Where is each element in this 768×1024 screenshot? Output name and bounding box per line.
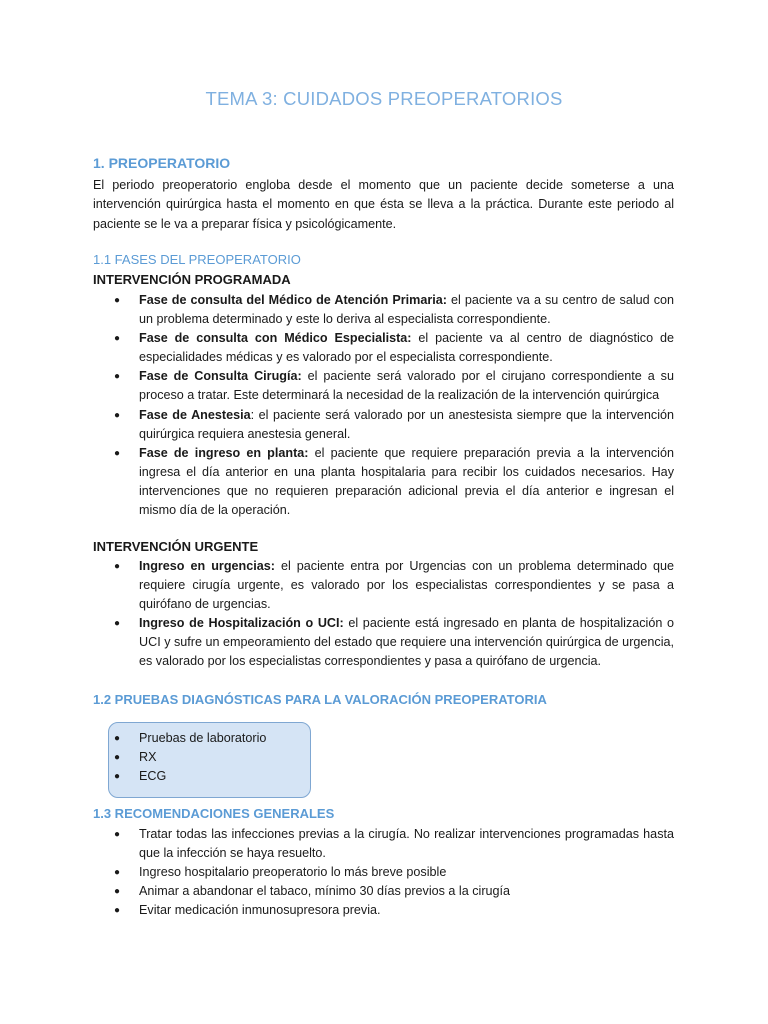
list-item-term: Fase de ingreso en planta: xyxy=(139,445,309,460)
bullet-icon: ● xyxy=(114,333,121,345)
recomendaciones-list xyxy=(93,825,674,920)
pruebas-list xyxy=(93,729,313,786)
list-item-text: Pruebas de laboratorio xyxy=(139,731,267,745)
list-item-text: Evitar medicación inmunosupresora previa. xyxy=(139,903,381,918)
list-item xyxy=(93,406,674,444)
list-item-text: RX xyxy=(139,750,157,765)
bullet-icon: ● xyxy=(114,447,121,459)
list-item xyxy=(93,729,313,748)
bullet-icon: ● xyxy=(114,618,121,630)
list-item-term: Fase de consulta con Médico Especialista: xyxy=(139,331,412,346)
list-item xyxy=(93,901,674,920)
list-item-text: Animar a abandonar el tabaco, mínimo 30 días previos a la cirugía xyxy=(139,884,511,899)
subheading-urgente: INTERVENCIÓN URGENTE xyxy=(93,539,259,554)
list-item xyxy=(93,863,674,882)
list-item xyxy=(93,882,674,901)
section-heading-preoperatorio: 1. PREOPERATORIO xyxy=(93,155,231,171)
list-item-text: el paciente va al centro de diagnóstico de especialidades médicas y es valorado por el especialista correspondiente. xyxy=(139,331,674,365)
list-item-text: Ingreso hospitalario preoperatorio lo más breve posible xyxy=(139,865,447,880)
list-item xyxy=(93,748,313,767)
list-item xyxy=(93,291,674,329)
programada-list xyxy=(93,291,674,520)
section-heading-recomendaciones: 1.3 RECOMENDACIONES GENERALES xyxy=(93,806,335,821)
list-item xyxy=(93,329,674,367)
list-item xyxy=(93,444,674,520)
list-item-term: Fase de Anestesia xyxy=(139,407,251,422)
list-item-text: ECG xyxy=(139,769,167,784)
list-item xyxy=(93,367,674,405)
bullet-icon: ● xyxy=(114,371,121,383)
list-item xyxy=(93,767,313,786)
list-item-text: el paciente será valorado por el cirujano correspondiente a su proceso a tratar. Este determinará la necesidad de la realización de la intervención quirúrgica xyxy=(139,369,674,403)
list-item xyxy=(93,614,674,671)
list-item-term: Fase de consulta del Médico de Atención Primaria: xyxy=(139,293,447,307)
list-item-text: : el paciente será valorado por un anestesista siempre que la intervención quirúrgica requiera anestesia general. xyxy=(139,407,674,441)
bullet-icon: ● xyxy=(114,886,121,898)
bullet-icon: ● xyxy=(114,829,121,840)
list-item xyxy=(93,557,674,614)
list-item-text: Tratar todas las infecciones previas a la cirugía. No realizar intervenciones programadas hasta que la infección se haya resuelto. xyxy=(139,827,674,861)
list-item-text: el paciente va a su centro de salud con un problema determinado y este lo deriva al especialista correspondiente. xyxy=(139,293,675,327)
bullet-icon: ● xyxy=(114,409,121,421)
bullet-icon: ● xyxy=(114,733,121,744)
bullet-icon: ● xyxy=(114,867,121,879)
list-item-text: el paciente entra por Urgencias con un problema determinado que requiere cirugía urgente, es valorado por los especialistas correspondientes y se pasa a quirófano de urgencias. xyxy=(139,559,674,612)
section-heading-pruebas: 1.2 PRUEBAS DIAGNÓSTICAS PARA LA VALORACIÓN PREOPERATORIA xyxy=(93,692,547,707)
list-item-term: Ingreso en urgencias: xyxy=(139,559,275,573)
list-item-term: Ingreso de Hospitalización o UCI: xyxy=(139,616,344,631)
subheading-programada: INTERVENCIÓN PROGRAMADA xyxy=(93,272,291,287)
bullet-icon: ● xyxy=(114,771,121,783)
bullet-icon: ● xyxy=(114,752,121,764)
list-item xyxy=(93,825,674,863)
section-heading-fases: 1.1 FASES DEL PREOPERATORIO xyxy=(93,252,301,267)
list-item-term: Fase de Consulta Cirugía: xyxy=(139,369,302,384)
document-title: TEMA 3: CUIDADOS PREOPERATORIOS xyxy=(205,88,563,109)
preoperatorio-paragraph: El periodo preoperatorio engloba desde el momento que un paciente decide someterse a una intervención quirúrgica hasta el momento en que ésta se lleva a la práctica. Durante este periodo al paciente se le va a preparar física y psicológicamente. xyxy=(93,178,674,231)
list-item-text: el paciente está ingresado en planta de hospitalización o UCI y sufre un empeoramiento del estado que requiere una intervención quirúrgica de urgencia, es valorado por los especialistas correspondientes y pasa a quirófano de urgencia. xyxy=(139,616,675,669)
bullet-icon: ● xyxy=(114,295,121,306)
list-item-text: el paciente que requiere preparación previa a la intervención ingresa el día anterior en una planta hospitalaria para recibir los cuidados necesarios. Hay intervenciones que no requieren preparación adicional previa el día anterior e ingresan el mismo día de la operación. xyxy=(139,445,674,518)
urgente-list xyxy=(93,557,674,672)
bullet-icon: ● xyxy=(114,905,121,917)
bullet-icon: ● xyxy=(114,561,121,572)
